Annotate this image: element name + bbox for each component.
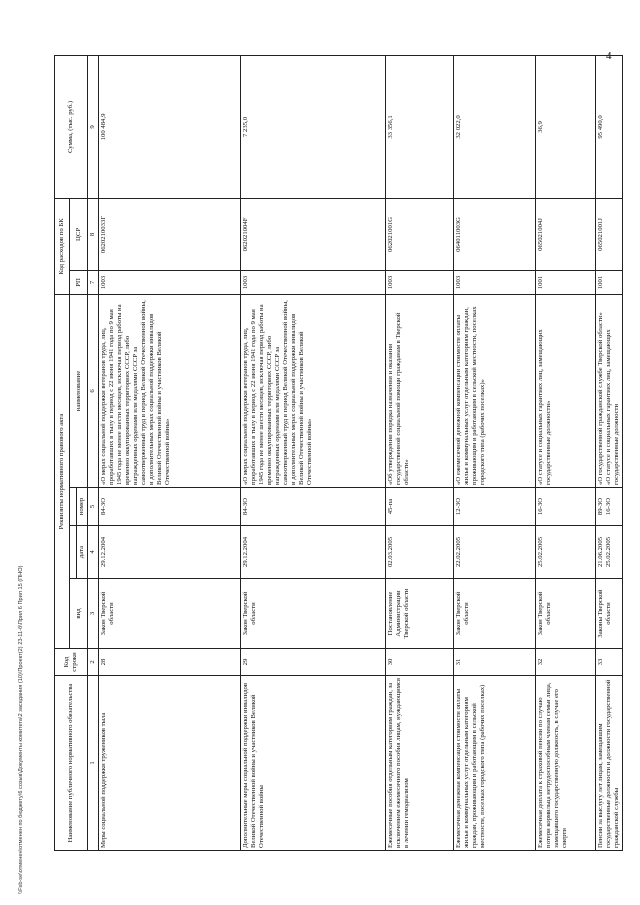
table-row [99, 55, 241, 850]
row-sum: 95 490,0 [596, 55, 623, 198]
row-act-type: Постановление Администрации Тверской области [386, 579, 454, 649]
row-act-date: 29.12.2004 [241, 526, 386, 579]
row-code: 32 [536, 649, 596, 676]
column-number: 8 [88, 198, 99, 270]
row-rz: 1001 [596, 270, 623, 294]
table-row [536, 55, 596, 850]
row-act-number: 16-ЗО [536, 488, 596, 526]
row-act-type: Закон Тверской области [536, 579, 596, 649]
table-row [454, 55, 536, 850]
row-code: 31 [454, 649, 536, 676]
header-number-top [70, 488, 77, 526]
row-csr: 062021004F [241, 198, 386, 270]
row-name: Ежемесячная денежная компенсация стоимости оплаты жилья и коммунальных услуг отдельным категориям граждан, проживающим и работающим в сельской местности, поселках городского типа (рабочих поселках) [454, 676, 536, 851]
row-rz: 1001 [536, 270, 596, 294]
column-numbers-row [88, 55, 99, 850]
row-code: 29 [241, 649, 386, 676]
row-code: 28 [99, 649, 241, 676]
header-code: Код строки [55, 649, 88, 676]
row-act-number: 89-ЗО 16-ЗО [596, 488, 623, 526]
header-name: Наименование публичного нормативного обязательства [55, 676, 88, 851]
row-rz: 1003 [386, 270, 454, 294]
row-code: 33 [596, 649, 623, 676]
row-act-number: 12-ЗО [454, 488, 536, 526]
table-row [241, 55, 386, 850]
row-name: Пенсии за выслугу лет лицам, замещавшим государственные должности и должности государственной гражданской службы [596, 676, 623, 851]
header-number: номер [77, 488, 88, 526]
header-date-top [70, 526, 77, 579]
row-csr: 065021001J [596, 198, 623, 270]
row-name: Ежемесячная доплата к страховой пенсии по случаю потери кормильца нетрудоспособным членам семьи лица, замещавшего государственную должность, в случае его смерти [536, 676, 596, 851]
header-budget-code: Код расходов по БК [55, 198, 70, 294]
header-rz: РП [70, 270, 88, 294]
column-number: 6 [88, 294, 99, 487]
column-number: 7 [88, 270, 99, 294]
header-csr: ЦСР [70, 198, 88, 270]
row-name: Ежемесячные пособия отдельным категориям граждан, за исключением ежемесячного пособия лицам, нуждающимся в лечении гемодиализом [386, 676, 454, 851]
page-number: 4 [606, 50, 612, 62]
row-sum: 32 022,0 [454, 55, 536, 198]
row-name: Дополнительные меры социальной поддержки инвалидов Великой Отечественной войны и участников Великой Отечественной войны [241, 676, 386, 851]
header-type: вид [70, 579, 88, 649]
column-number: 3 [88, 579, 99, 649]
row-act-title: «О государственной гражданской службе Тверской области» «О статусе и социальных гарантиях лиц, замещающих государственные должности [596, 294, 623, 487]
column-number: 1 [88, 676, 99, 851]
column-number: 5 [88, 488, 99, 526]
column-number: 2 [88, 649, 99, 676]
row-sum: 7 235,0 [241, 55, 386, 198]
row-sum: 36,9 [536, 55, 596, 198]
header-sum: Сумма, (тыс. руб.) [55, 55, 88, 198]
row-act-type: Законы Тверской области [596, 579, 623, 649]
row-act-title: «О ежемесячной денежной компенсации стоимости оплаты жилья и коммунальных услуг отдельным категориям граждан, проживающим и работающим в сельской местности, поселках городского типа (рабочих поселках)» [454, 294, 536, 487]
rotated-table-container [54, 56, 621, 851]
row-rz: 1003 [454, 270, 536, 294]
header-row-1 [55, 55, 70, 850]
column-number: 4 [88, 526, 99, 579]
row-act-number: 84-ЗО [241, 488, 386, 526]
row-csr: 064011003G [454, 198, 536, 270]
obligations-table [54, 55, 623, 851]
row-sum: 33 356,1 [386, 55, 454, 198]
row-act-number: 84-ЗО [99, 488, 241, 526]
row-act-date: 29.12.2004 [99, 526, 241, 579]
row-name: Меры социальной поддержки тружеников тыла [99, 676, 241, 851]
row-rz: 1003 [241, 270, 386, 294]
table-row [596, 55, 623, 850]
row-act-type: Закон Тверской области [241, 579, 386, 649]
row-csr: 062021001G [386, 198, 454, 270]
row-code: 30 [386, 649, 454, 676]
row-act-date: 22.02.2005 [454, 526, 536, 579]
row-act-number: 45-па [386, 488, 454, 526]
header-date: дата [77, 526, 88, 579]
row-act-date: 21.06.2005 25.02.2005 [596, 526, 623, 579]
row-csr: 065021004J [536, 198, 596, 270]
row-act-title: «Об утверждении порядка назначения и оказания государственной социальной помощи гражданам в Тверской области» [386, 294, 454, 487]
row-rz: 1003 [99, 270, 241, 294]
header-requisites: Реквизиты нормативного правового акта [55, 294, 70, 648]
table-row [386, 55, 454, 850]
row-act-date: 25.02.2005 [536, 526, 596, 579]
row-act-date: 02.03.2005 [386, 526, 454, 579]
row-act-title: «О мерах социальной поддержки ветеранов труда, лиц, проработавших в тылу в период с 22 июня 1941 года по 9 мая 1945 года не менее шести месяцев, исключая период работы на временно оккупированных территориях СССР, либо награжденных орденами или медалями СССР за самоотверженный труд в период Великой Отечественной войны, и дополнительных мерах социальной поддержки инвалидов Великой Отечественной войны и участников Великой Отечественной войны» [241, 294, 386, 487]
row-act-type: Закон Тверской области [454, 579, 536, 649]
row-act-title: «О статусе и социальных гарантиях лиц, замещающих государственные должности» [536, 294, 596, 487]
file-path-footer: \\Fsb-se\отменен\отменен по бюджету\6 созыв\Документы комитета\2 заседания (10)\Проект(2) 23-11-б\Прил 6 Прил 15 (ПНО) [18, 565, 24, 894]
column-number: 9 [88, 55, 99, 198]
header-title: наименование [70, 294, 88, 487]
row-sum: 100 484,9 [99, 55, 241, 198]
row-csr: 0620210033Г [99, 198, 241, 270]
row-act-type: Закон Тверской области [99, 579, 241, 649]
row-act-title: «О мерах социальной поддержки ветеранов труда, лиц, проработавших в тылу в период с 22 июня 1941 года по 9 мая 1945 года не менее шести месяцев, исключая период работы на временно оккупированных территориях СССР, либо награжденных орденами или медалями СССР за самоотверженный труд в период Великой Отечественной войны, и дополнительных мерах социальной поддержки инвалидов Великой Отечественной войны и участников Великой Отечественной войны» [99, 294, 241, 487]
